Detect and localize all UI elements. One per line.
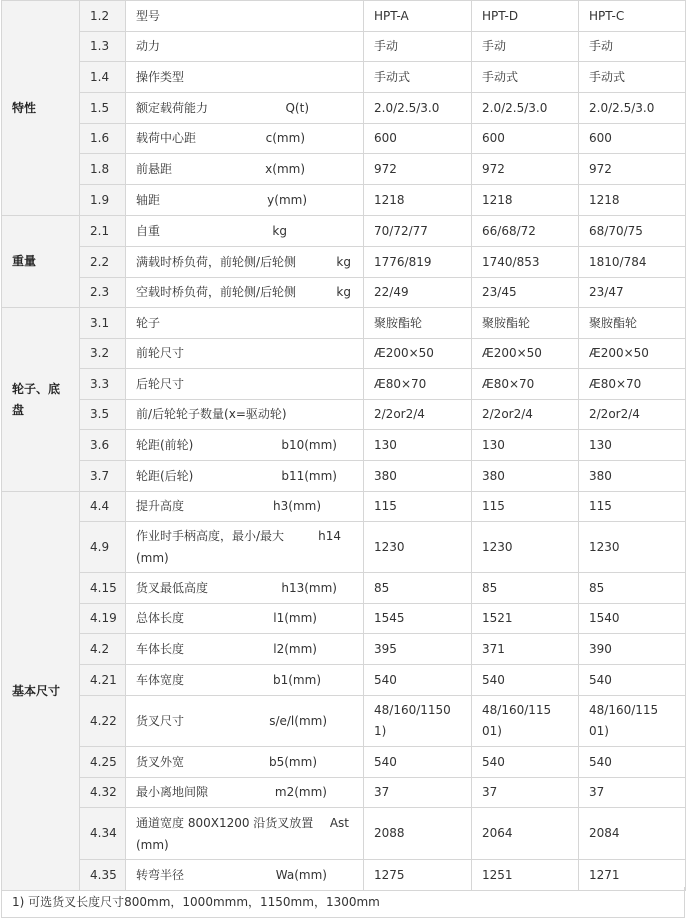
value-hpt-d: 1251 <box>472 860 579 891</box>
value-hpt-d: 1218 <box>472 185 579 216</box>
table-row <box>2 308 686 339</box>
table-row <box>2 339 686 369</box>
value-hpt-a: Æ80×70 <box>364 369 472 400</box>
row-number: 3.2 <box>80 339 126 369</box>
row-number: 1.4 <box>80 62 126 93</box>
row-number: 1.2 <box>80 1 126 32</box>
value-hpt-d: 130 <box>472 430 579 461</box>
row-number: 4.35 <box>80 860 126 891</box>
value-hpt-a: 48/160/1150 1) <box>364 696 472 747</box>
table-row <box>2 247 686 278</box>
row-number: 3.1 <box>80 308 126 339</box>
value-hpt-a: 380 <box>364 461 472 492</box>
table-row <box>2 634 686 665</box>
value-hpt-a: 85 <box>364 573 472 604</box>
value-hpt-d: 2/2or2/4 <box>472 400 579 430</box>
value-hpt-d: 540 <box>472 665 579 696</box>
table-row <box>2 808 686 860</box>
row-number: 4.9 <box>80 522 126 573</box>
group-label: 特性 <box>2 1 80 216</box>
row-label: 动力 <box>126 32 364 62</box>
value-hpt-d: 972 <box>472 154 579 185</box>
row-label: 货叉外宽 b5(mm) <box>126 747 364 778</box>
value-hpt-c: 23/47 <box>579 278 686 308</box>
value-hpt-d: 2064 <box>472 808 579 860</box>
row-number: 3.3 <box>80 369 126 400</box>
row-number: 2.1 <box>80 216 126 247</box>
value-hpt-c: 380 <box>579 461 686 492</box>
value-hpt-c: 2.0/2.5/3.0 <box>579 93 686 124</box>
value-hpt-a: 540 <box>364 665 472 696</box>
table-row <box>2 400 686 430</box>
value-hpt-a: 600 <box>364 124 472 154</box>
row-label: 操作类型 <box>126 62 364 93</box>
table-row <box>2 1 686 32</box>
value-hpt-c: Æ200×50 <box>579 339 686 369</box>
row-number: 1.3 <box>80 32 126 62</box>
row-label: 前轮尺寸 <box>126 339 364 369</box>
table-row <box>2 369 686 400</box>
table-row <box>2 93 686 124</box>
row-label: 空载时桥负荷，前轮侧/后轮侧 kg <box>126 278 364 308</box>
row-number: 4.22 <box>80 696 126 747</box>
value-hpt-a: 1275 <box>364 860 472 891</box>
value-hpt-a: HPT-A <box>364 1 472 32</box>
table-row <box>2 573 686 604</box>
table-row <box>2 860 686 891</box>
table-row <box>2 665 686 696</box>
row-label: 总体长度 l1(mm) <box>126 604 364 634</box>
row-number: 1.9 <box>80 185 126 216</box>
table-row <box>2 154 686 185</box>
spec-table <box>1 0 686 891</box>
value-hpt-c: 1218 <box>579 185 686 216</box>
value-hpt-c: 68/70/75 <box>579 216 686 247</box>
value-hpt-a: 540 <box>364 747 472 778</box>
row-label: 额定载荷能力 Q(t) <box>126 93 364 124</box>
value-hpt-d: 380 <box>472 461 579 492</box>
row-number: 4.2 <box>80 634 126 665</box>
value-hpt-c: 手动式 <box>579 62 686 93</box>
table-row <box>2 461 686 492</box>
value-hpt-a: 2/2or2/4 <box>364 400 472 430</box>
value-hpt-d: 115 <box>472 492 579 522</box>
value-hpt-c: Æ80×70 <box>579 369 686 400</box>
row-number: 2.2 <box>80 247 126 278</box>
table-row <box>2 430 686 461</box>
value-hpt-c: 48/160/115 01) <box>579 696 686 747</box>
row-label: 前/后轮轮子数量(x=驱动轮) <box>126 400 364 430</box>
value-hpt-a: 130 <box>364 430 472 461</box>
row-label: 车体宽度 b1(mm) <box>126 665 364 696</box>
row-label: 货叉尺寸 s/e/l(mm) <box>126 696 364 747</box>
value-hpt-a: 手动式 <box>364 62 472 93</box>
row-number: 4.21 <box>80 665 126 696</box>
row-number: 3.7 <box>80 461 126 492</box>
value-hpt-c: 600 <box>579 124 686 154</box>
value-hpt-a: 1545 <box>364 604 472 634</box>
row-label: 型号 <box>126 1 364 32</box>
value-hpt-c: 2084 <box>579 808 686 860</box>
row-label: 轮距(前轮) b10(mm) <box>126 430 364 461</box>
value-hpt-c: 1230 <box>579 522 686 573</box>
value-hpt-d: 1521 <box>472 604 579 634</box>
table-row <box>2 778 686 808</box>
value-hpt-d: 1230 <box>472 522 579 573</box>
row-number: 2.3 <box>80 278 126 308</box>
row-number: 4.34 <box>80 808 126 860</box>
row-number: 1.8 <box>80 154 126 185</box>
row-label: 轮子 <box>126 308 364 339</box>
value-hpt-d: Æ200×50 <box>472 339 579 369</box>
value-hpt-d: 540 <box>472 747 579 778</box>
table-row <box>2 522 686 573</box>
row-label: 最小离地间隙 m2(mm) <box>126 778 364 808</box>
value-hpt-c: HPT-C <box>579 1 686 32</box>
value-hpt-a: 22/49 <box>364 278 472 308</box>
value-hpt-d: 48/160/115 01) <box>472 696 579 747</box>
table-row <box>2 124 686 154</box>
row-label: 前悬距 x(mm) <box>126 154 364 185</box>
value-hpt-d: 手动式 <box>472 62 579 93</box>
value-hpt-d: 手动 <box>472 32 579 62</box>
table-row <box>2 62 686 93</box>
row-number: 4.15 <box>80 573 126 604</box>
row-label: 转弯半径 Wa(mm) <box>126 860 364 891</box>
table-row <box>2 604 686 634</box>
value-hpt-c: 115 <box>579 492 686 522</box>
value-hpt-d: 1740/853 <box>472 247 579 278</box>
table-row <box>2 32 686 62</box>
row-number: 4.32 <box>80 778 126 808</box>
row-number: 1.6 <box>80 124 126 154</box>
value-hpt-c: 1271 <box>579 860 686 891</box>
row-number: 3.5 <box>80 400 126 430</box>
group-label: 轮子、底盘 <box>2 308 80 492</box>
value-hpt-a: 2088 <box>364 808 472 860</box>
row-label: 通道宽度 800X1200 沿货叉放置 Ast (mm) <box>126 808 364 860</box>
value-hpt-a: 70/72/77 <box>364 216 472 247</box>
value-hpt-d: 23/45 <box>472 278 579 308</box>
row-label: 载荷中心距 c(mm) <box>126 124 364 154</box>
value-hpt-a: 37 <box>364 778 472 808</box>
row-label: 货叉最低高度 h13(mm) <box>126 573 364 604</box>
value-hpt-a: 聚胺酯轮 <box>364 308 472 339</box>
value-hpt-c: 390 <box>579 634 686 665</box>
row-label: 自重 kg <box>126 216 364 247</box>
row-label: 轮距(后轮) b11(mm) <box>126 461 364 492</box>
value-hpt-a: 1218 <box>364 185 472 216</box>
value-hpt-c: 37 <box>579 778 686 808</box>
value-hpt-a: 1230 <box>364 522 472 573</box>
value-hpt-c: 1810/784 <box>579 247 686 278</box>
row-number: 4.19 <box>80 604 126 634</box>
value-hpt-d: Æ80×70 <box>472 369 579 400</box>
row-label: 满载时桥负荷，前轮侧/后轮侧 kg <box>126 247 364 278</box>
value-hpt-d: 600 <box>472 124 579 154</box>
value-hpt-a: 2.0/2.5/3.0 <box>364 93 472 124</box>
value-hpt-c: 540 <box>579 665 686 696</box>
value-hpt-d: 聚胺酯轮 <box>472 308 579 339</box>
row-number: 4.25 <box>80 747 126 778</box>
table-row <box>2 216 686 247</box>
value-hpt-c: 2/2or2/4 <box>579 400 686 430</box>
value-hpt-c: 手动 <box>579 32 686 62</box>
row-label: 轴距 y(mm) <box>126 185 364 216</box>
value-hpt-c: 540 <box>579 747 686 778</box>
row-label: 作业时手柄高度，最小/最大 h14 (mm) <box>126 522 364 573</box>
value-hpt-d: 85 <box>472 573 579 604</box>
value-hpt-d: HPT-D <box>472 1 579 32</box>
row-number: 3.6 <box>80 430 126 461</box>
table-row <box>2 696 686 747</box>
value-hpt-a: Æ200×50 <box>364 339 472 369</box>
row-label: 提升高度 h3(mm) <box>126 492 364 522</box>
table-row <box>2 492 686 522</box>
value-hpt-c: 1540 <box>579 604 686 634</box>
row-number: 4.4 <box>80 492 126 522</box>
table-row <box>2 278 686 308</box>
value-hpt-d: 66/68/72 <box>472 216 579 247</box>
value-hpt-c: 972 <box>579 154 686 185</box>
value-hpt-a: 手动 <box>364 32 472 62</box>
row-label: 车体长度 l2(mm) <box>126 634 364 665</box>
row-number: 1.5 <box>80 93 126 124</box>
row-label: 后轮尺寸 <box>126 369 364 400</box>
value-hpt-c: 85 <box>579 573 686 604</box>
value-hpt-a: 1776/819 <box>364 247 472 278</box>
group-label: 基本尺寸 <box>2 492 80 891</box>
value-hpt-a: 115 <box>364 492 472 522</box>
value-hpt-d: 2.0/2.5/3.0 <box>472 93 579 124</box>
value-hpt-c: 130 <box>579 430 686 461</box>
value-hpt-a: 972 <box>364 154 472 185</box>
table-row <box>2 747 686 778</box>
group-label: 重量 <box>2 216 80 308</box>
value-hpt-a: 395 <box>364 634 472 665</box>
table-row <box>2 185 686 216</box>
value-hpt-d: 371 <box>472 634 579 665</box>
value-hpt-c: 聚胺酯轮 <box>579 308 686 339</box>
footnote: 1) 可选货叉长度尺寸800mm，1000mmm，1150mm，1300mm <box>1 887 685 918</box>
value-hpt-d: 37 <box>472 778 579 808</box>
